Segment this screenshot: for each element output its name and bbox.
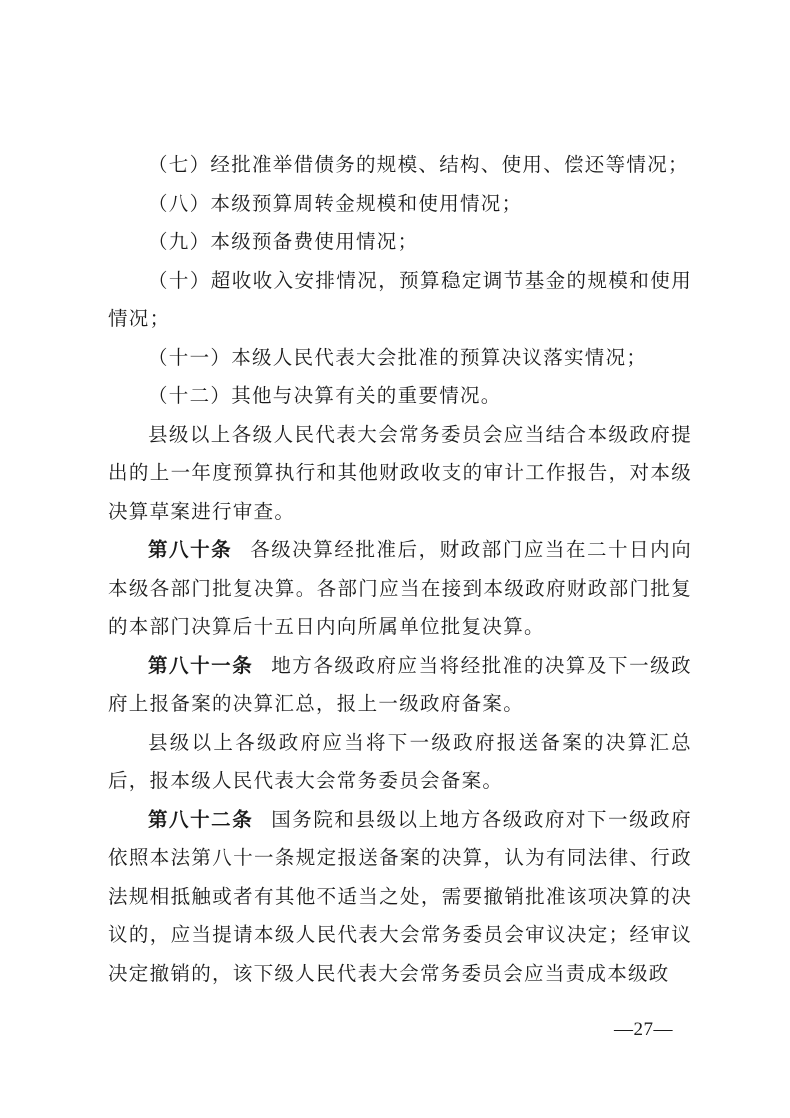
page-number: —27— <box>614 1019 673 1040</box>
clause-9 <box>108 223 692 262</box>
paragraph-text: 县级以上各级人民代表大会常务委员会应当结合本级政府提出的上一年度预算执行和其他财政收支的审计工作报告，对本级决算草案进行审查。 <box>108 422 692 523</box>
article-81-paragraph-2 <box>108 724 692 801</box>
article-81 <box>108 647 692 724</box>
paragraph-text: 国务院和县级以上地方各级政府对下一级政府依照本法第八十一条规定报送备案的决算，认为有同法律、行政法规相抵触或者有其他不适当之处，需要撤销批准该项决算的决议的，应当提请本级人民代表大会常务委员会审议决定；经审议决定撤销的，该下级人民代表大会常务委员会应当责成本级政 <box>108 807 692 985</box>
paragraph-text: 各级决算经批准后，财政部门应当在二十日内向本级各部门批复决算。各部门应当在接到本级政府财政部门批复的本部门决算后十五日内向所属单位批复决算。 <box>108 538 692 638</box>
clause-12 <box>108 377 692 416</box>
paragraph-text: （八）本级预算周转金规模和使用情况； <box>148 191 523 215</box>
paragraph-text: （十二）其他与决算有关的重要情况。 <box>148 384 502 407</box>
review-paragraph <box>108 416 692 532</box>
paragraph-text: （十）超收收入安排情况，预算稳定调节基金的规模和使用情况； <box>108 268 692 330</box>
article-heading: 第八十条 <box>148 538 233 561</box>
body-text <box>108 146 692 993</box>
article-heading: 第八十一条 <box>148 653 254 677</box>
article-80 <box>108 531 692 647</box>
clause-11 <box>108 339 692 378</box>
paragraph-text: （九）本级预备费使用情况； <box>148 230 419 253</box>
clause-7 <box>108 146 692 185</box>
clause-10 <box>108 262 692 339</box>
paragraph-text: （七）经批准举借债务的规模、结构、使用、偿还等情况； <box>148 153 689 176</box>
paragraph-text: 地方各级政府应当将经批准的决算及下一级政府上报备案的决算汇总，报上一级政府备案。 <box>108 653 692 715</box>
article-82 <box>108 801 692 994</box>
paragraph-text: （十一）本级人民代表大会批准的预算决议落实情况； <box>148 345 648 369</box>
clause-8 <box>108 185 692 224</box>
paragraph-text: 县级以上各级政府应当将下一级政府报送备案的决算汇总后，报本级人民代表大会常务委员会备案。 <box>108 730 692 792</box>
article-heading: 第八十二条 <box>148 807 254 831</box>
